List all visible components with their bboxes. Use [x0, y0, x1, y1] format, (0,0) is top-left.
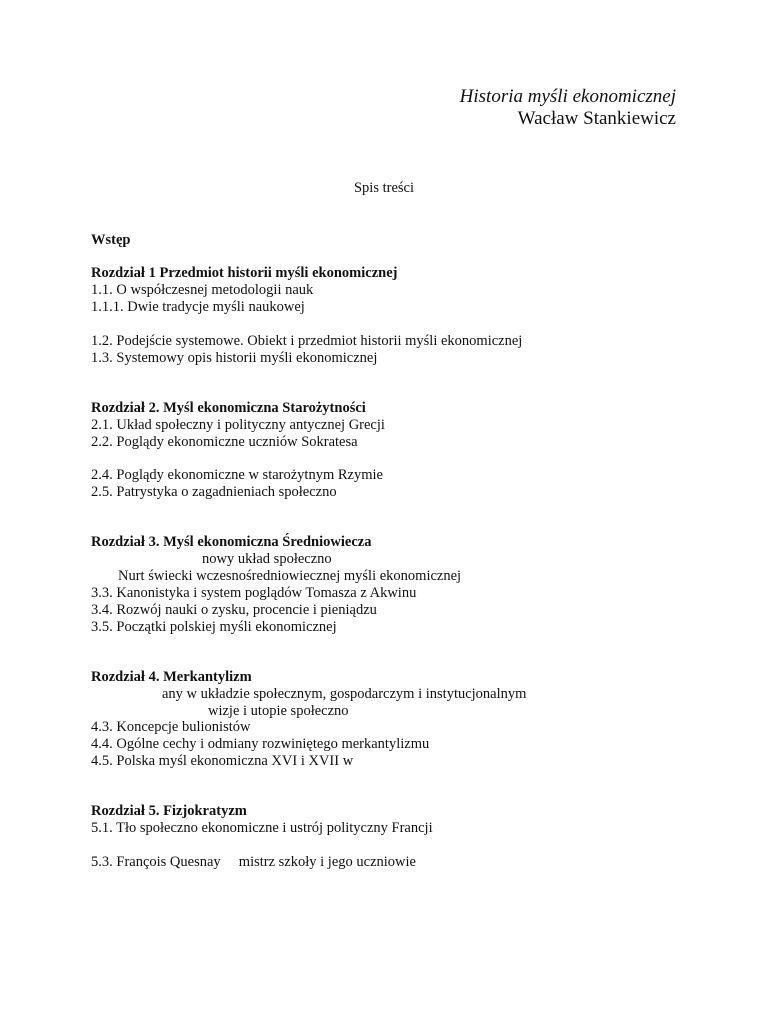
toc-entry: 3.4. Rozwój nauki o zysku, procencie i pieniądzu — [91, 602, 377, 618]
toc-entry: 1.3. Systemowy opis historii myśli ekonomicznej — [91, 350, 378, 366]
toc-chapter-heading: Rozdział 3. Myśl ekonomiczna Średniowiecza — [91, 534, 372, 550]
toc-chapter-heading: Rozdział 5. Fizjokratyzm — [91, 803, 247, 819]
toc-entry: Nurt świecki wczesnośredniowiecznej myśli ekonomicznej — [118, 568, 462, 584]
toc-entry: 2.4. Poglądy ekonomiczne w starożytnym Rzymie — [91, 467, 383, 483]
toc-entry: 1.1. O współczesnej metodologii nauk — [91, 282, 314, 298]
toc-entry: 5.3. François Quesnay mistrz szkoły i jego uczniowie — [91, 854, 416, 870]
book-title: Historia myśli ekonomicznej — [459, 86, 676, 107]
book-author: Wacław Stankiewicz — [517, 108, 676, 129]
toc-chapter-heading: Rozdział 1 Przedmiot historii myśli ekonomicznej — [91, 265, 398, 281]
toc-entry: 4.5. Polska myśl ekonomiczna XVI i XVII w — [91, 753, 354, 769]
toc-entry: 3.5. Początki polskiej myśli ekonomicznej — [91, 619, 337, 635]
toc-entry: nowy układ społeczno — [202, 551, 332, 567]
toc-entry: 2.1. Układ społeczny i polityczny antycznej Grecji — [91, 417, 385, 433]
toc-entry: 2.5. Patrystyka o zagadnieniach społeczno — [91, 484, 337, 500]
toc-entry: 3.3. Kanonistyka i system poglądów Tomasza z Akwinu — [91, 585, 417, 601]
toc-entry: any w układzie społecznym, gospodarczym i instytucjonalnym — [162, 686, 527, 702]
toc-entry: 1.2. Podejście systemowe. Obiekt i przedmiot historii myśli ekonomicznej — [91, 333, 523, 349]
toc-entry: Wstęp — [91, 232, 131, 248]
toc-entry: wizje i utopie społeczno — [208, 703, 349, 719]
toc-entry: 4.3. Koncepcje bulionistów — [91, 719, 251, 735]
toc-entry: 5.1. Tło społeczno ekonomiczne i ustrój polityczny Francji — [91, 820, 433, 836]
toc-entry: 4.4. Ogólne cechy i odmiany rozwiniętego merkantylizmu — [91, 736, 430, 752]
toc-chapter-heading: Rozdział 4. Merkantylizm — [91, 669, 252, 685]
toc-chapter-heading: Rozdział 2. Myśl ekonomiczna Starożytności — [91, 400, 366, 416]
toc-entry: 2.2. Poglądy ekonomiczne uczniów Sokratesa — [91, 434, 358, 450]
toc-heading: Spis treści — [353, 180, 414, 196]
toc-entry: 1.1.1. Dwie tradycje myśli naukowej — [91, 299, 305, 315]
